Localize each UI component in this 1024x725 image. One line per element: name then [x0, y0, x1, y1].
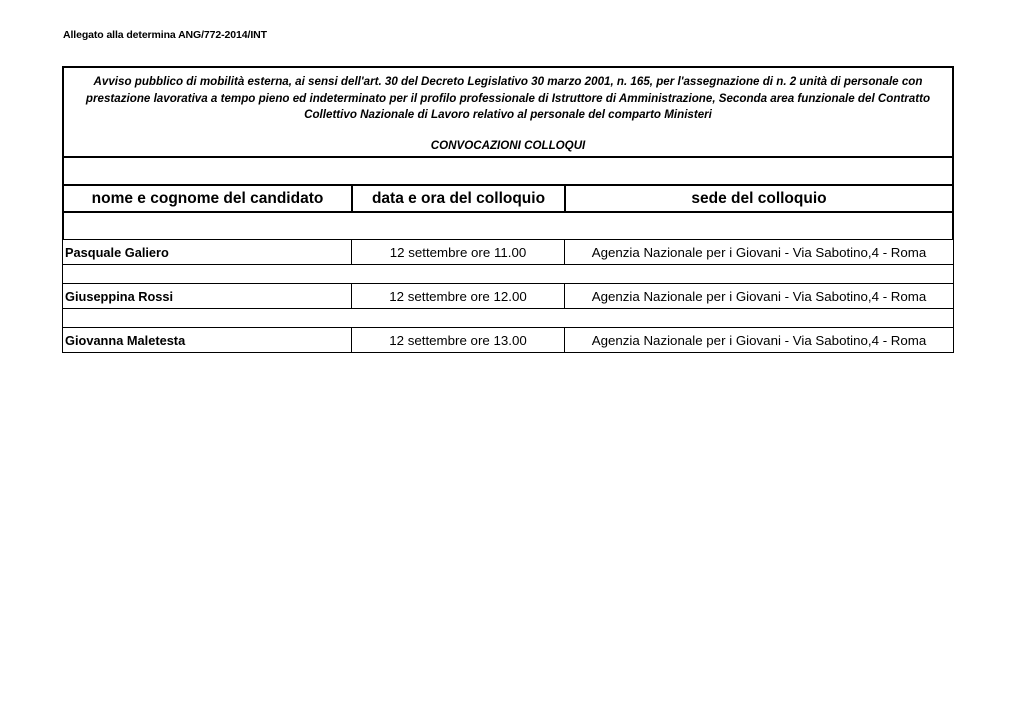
candidate-name: Giovanna Maletesta	[65, 332, 186, 348]
interview-datetime: 12 settembre ore 11.00	[351, 240, 564, 264]
subtitle: CONVOCAZIONI COLLOQUI	[430, 138, 586, 152]
candidate-name: Giuseppina Rossi	[65, 288, 174, 304]
table-row	[62, 328, 954, 353]
blank-row	[62, 265, 954, 284]
interview-location: Agenzia Nazionale per i Giovani - Via Sabotino,4 - Roma	[564, 328, 953, 352]
interview-datetime: 12 settembre ore 12.00	[351, 284, 564, 308]
convocation-sheet	[62, 66, 954, 353]
header-note: Allegato alla determina ANG/772-2014/INT	[63, 29, 267, 41]
candidate-name: Pasquale Galiero	[65, 244, 169, 260]
interview-location: Agenzia Nazionale per i Giovani - Via Sabotino,4 - Roma	[564, 284, 953, 308]
header-location: sede del colloquio	[564, 186, 952, 211]
blank-row	[62, 309, 954, 328]
header-datetime: data e ora del colloquio	[351, 186, 564, 211]
table-row	[62, 284, 954, 309]
intro-text: Avviso pubblico di mobilità esterna, ai sensi dell'art. 30 del Decreto Legislativo 30 marzo 2001, n. 165, per l'assegnazione di n. 2 unità di personale con prestazione lavorativa a tempo pieno ed indeterminato per il profilo professionale di Istruttore di Amministrazione, Seconda area funzionale del Contratto Collettivo Nazionale di Lavoro relativo al personale del comparto Ministeri	[85, 75, 931, 121]
interview-datetime: 12 settembre ore 13.00	[351, 328, 564, 352]
header-name: nome e cognome del candidato	[91, 189, 324, 207]
blank-row	[62, 158, 954, 186]
table-row	[62, 240, 954, 265]
intro-box	[62, 66, 954, 158]
blank-row	[62, 213, 954, 240]
interview-location: Agenzia Nazionale per i Giovani - Via Sabotino,4 - Roma	[564, 240, 953, 264]
table-header	[62, 186, 954, 213]
